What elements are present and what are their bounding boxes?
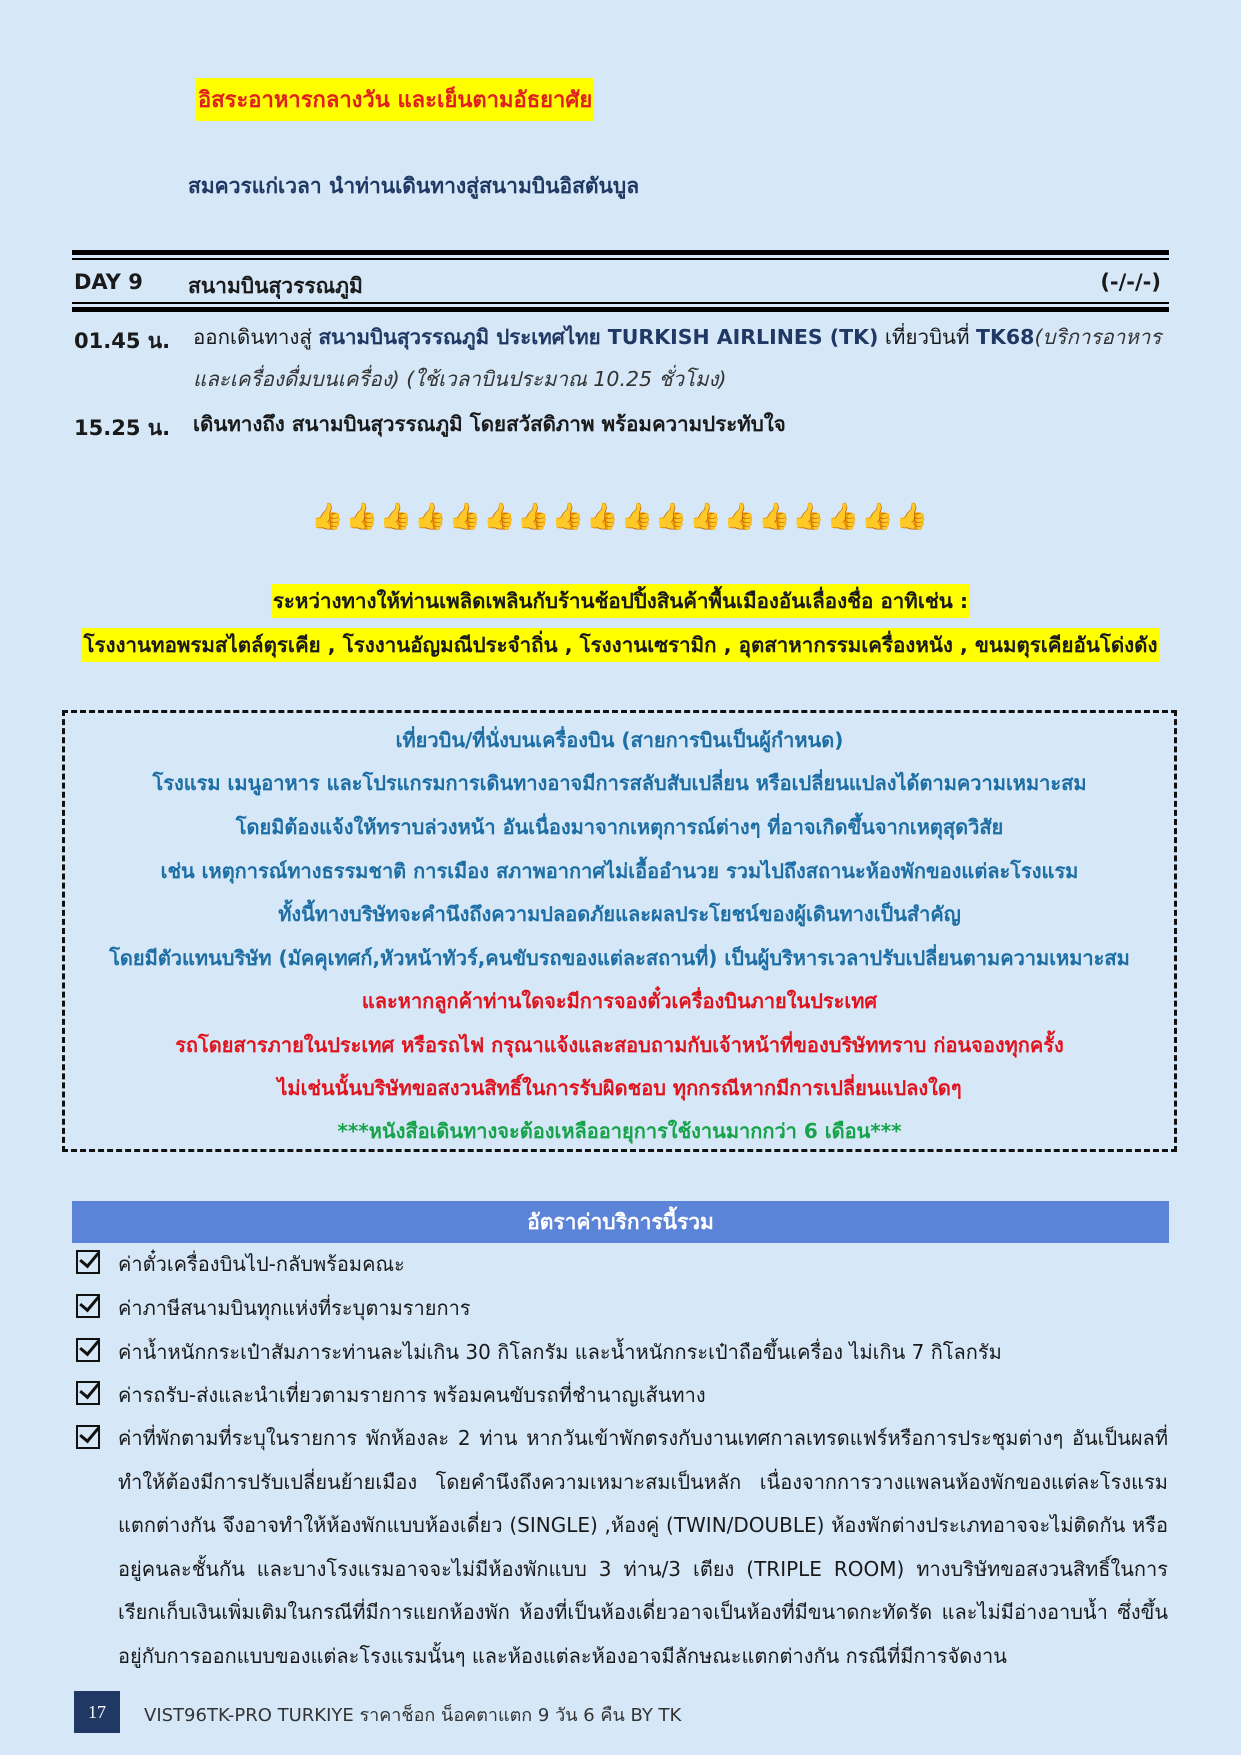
notice-line-2: โรงแรม เมนูอาหาร และโปรแกรมการเดินทางอาจมีการสลับสับเปลี่ยน หรือเปลี่ยนแปลงได้ตามความเหมาะสม [152,771,1087,795]
thumbs-up-icon-row: 👍👍👍👍👍👍👍👍👍👍👍👍👍👍👍👍👍👍 [311,502,930,532]
notice-line-9: ไม่เช่นนั้นบริษัทขอสงวนสิทธิ์ในการรับผิดชอบ ทุกกรณีหากมีการเปลี่ยนแปลงใดๆ [277,1076,962,1100]
shopping-line-1-text: ระหว่างทางให้ท่านเพลิดเพลินกับร้านช้อปปิ้งสินค้าพื้นเมืองอันเลื่องชื่อ อาทิเช่น : [271,584,970,618]
schedule-desc-1-pre: ออกเดินทางสู่ [193,325,319,349]
shopping-line-1 [0,585,1241,618]
notice-line-8: รถโดยสารภายในประเทศ หรือรถไฟ กรุณาแจ้งและสอบถามกับเจ้าหน้าที่ของบริษัททราบ ก่อนจองทุกครั้ง [175,1033,1064,1057]
footer-text: VIST96TK-PRO TURKIYE ราคาช็อก น็อคตาแตก 9 วัน 6 คืน BY TK [144,1705,682,1726]
checkbox-checked-icon [76,1381,100,1405]
schedule-desc-1 [193,316,1163,400]
page-number: 17 [74,1691,120,1733]
checkbox-checked-icon [76,1294,100,1318]
checkbox-checked-icon [76,1338,100,1362]
shopping-line-2 [0,629,1241,662]
flight-number: TK68 [976,325,1035,349]
day-title: สนามบินสุวรรณภูมิ [188,274,363,298]
schedule-desc-1-mid: เที่ยวบินที่ [878,325,977,349]
checkbox-checked-icon [76,1250,100,1274]
schedule-time-2: 15.25 น. [74,416,171,440]
included-item-2: ค่าภาษีสนามบินทุกแห่งที่ระบุตามรายการ [118,1296,471,1320]
checkbox-checked-icon [76,1425,100,1449]
schedule-time-1: 01.45 น. [74,329,171,353]
meal-note: อิสระอาหารกลางวัน และเย็นตามอัธยาศัย [196,78,594,121]
day-label: DAY 9 [74,270,143,294]
day-rule-bottom-thin [72,302,1169,304]
day-rule-bottom-thick [72,307,1169,312]
included-item-4: ค่ารถรับ-ส่งและนำเที่ยวตามรายการ พร้อมคนขับรถที่ชำนาญเส้นทาง [118,1383,706,1407]
schedule-desc-2: เดินทางถึง สนามบินสุวรรณภูมิ โดยสวัสดิภาพ พร้อมความประทับใจ [193,412,786,436]
transfer-note: สมควรแก่เวลา นำท่านเดินทางสู่สนามบินอิสตันบูล [188,174,640,198]
included-header: อัตราค่าบริการนี้รวม [72,1201,1169,1243]
notice-line-6: โดยมีตัวแทนบริษัท (มัคคุเทศก์,หัวหน้าทัวร์,คนขับรถของแต่ละสถานที่) เป็นผู้บริหารเวลาปรับเปลี่ยนตามความเหมาะสม [109,946,1130,970]
notice-line-3: โดยมิต้องแจ้งให้ทราบล่วงหน้า อันเนื่องมาจากเหตุการณ์ต่างๆ ที่อาจเกิดขึ้นจากเหตุสุดวิสัย [235,815,1004,839]
notice-line-1: เที่ยวบิน/ที่นั่งบนเครื่องบิน (สายการบินเป็นผู้กำหนด) [395,728,844,752]
schedule-desc-1-service: (บริการอาหารและเครื่องดื่มบนเครื่อง) (ใช้เวลาบินประมาณ 10.25 ชั่วโมง) [193,325,1162,391]
schedule-desc-1-airport: สนามบินสุวรรณภูมิ ประเทศไทย TURKISH AIRLINES (TK) [318,325,879,349]
day-meals: (-/-/-) [1100,270,1161,294]
day-rule-top-thick [72,250,1169,255]
notice-line-5: ทั้งนี้ทางบริษัทจะคำนึงถึงความปลอดภัยและผลประโยชน์ของผู้เดินทางเป็นสำคัญ [278,902,961,926]
notice-line-7: และหากลูกค้าท่านใดจะมีการจองตั๋วเครื่องบินภายในประเทศ [361,989,878,1013]
notice-line-4: เช่น เหตุการณ์ทางธรรมชาติ การเมือง สภาพอากาศไม่เอื้ออำนวย รวมไปถึงสถานะห้องพักของแต่ละโรงแรม [160,859,1079,883]
included-hotel-paragraph: ค่าที่พักตามที่ระบุในรายการ พักห้องละ 2 ท่าน หากวันเข้าพักตรงกับงานเทศกาลเทรดแฟร์หรือการประชุมต่างๆ อันเป็นผลที่ทำให้ต้องมีการปรับเปลี่ยนย้ายเมือง โดยคำนึงถึงความเหมาะสมเป็นหลัก เนื่องจากการวางแพลนห้องพักของแต่ละโรงแรมแตกต่างกัน จึงอาจทำให้ห้องพักแบบห้องเดี่ยว (SINGLE) ,ห้องคู่ (TWIN/DOUBLE) ห้องพักต่างประเภทอาจจะไม่ติดกัน หรือ อยู่คนละชั้นกัน และบางโรงแรมอาจจะไม่มีห้องพักแบบ 3 ท่าน/3 เตียง (TRIPLE ROOM) ทางบริษัทขอสงวนสิทธิ์ในการเรียกเก็บเงินเพิ่มเติมในกรณีที่มีการแยกห้องพัก ห้องที่เป็นห้องเดี่ยวอาจเป็นห้องที่มีขนาดกะทัดรัด และไม่มีอ่างอาบน้ำ ซึ่งขึ้นอยู่กับการออกแบบของแต่ละโรงแรมนั้นๆ และห้องแต่ละห้องอาจมีลักษณะแตกต่างกัน กรณีที่มีการจัดงาน [118,1426,1168,1668]
notice-line-10: ***หนังสือเดินทางจะต้องเหลืออายุการใช้งานมากกว่า 6 เดือน*** [337,1119,902,1143]
day-rule-top-thin [72,258,1169,260]
included-item-1: ค่าตั๋วเครื่องบินไป-กลับพร้อมคณะ [118,1252,405,1276]
included-item-3: ค่าน้ำหนักกระเป๋าสัมภาระท่านละไม่เกิน 30 กิโลกรัม และน้ำหนักกระเป๋าถือขึ้นเครื่อง ไม่เกิน 7 กิโลกรัม [118,1340,1002,1364]
shopping-line-2-text: โรงงานทอพรมสไตล์ตุรเคีย , โรงงานอัญมณีประจำถิ่น , โรงงานเซรามิก , อุตสาหากรรมเครื่องหนัง , ขนมตุรเคียอันโด่งดัง [81,628,1159,662]
